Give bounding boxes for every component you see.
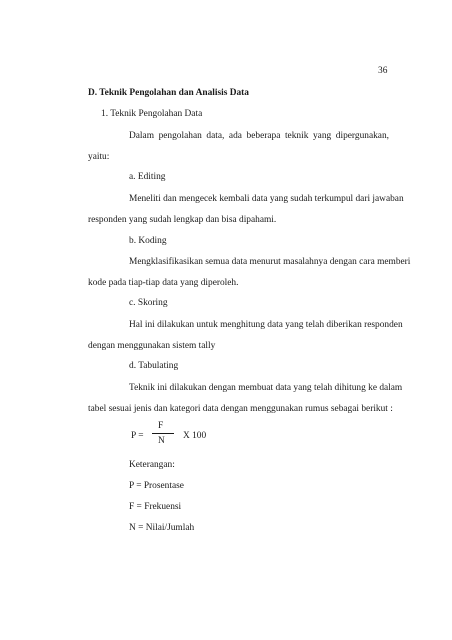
item-label-skoring: c. Skoring [129, 298, 168, 308]
item-label-editing: a. Editing [129, 172, 166, 182]
section-heading: D. Teknik Pengolahan dan Analisis Data [88, 88, 249, 98]
item-text-tabulating-2: tabel sesuai jenis dan kategori data dengan menggunakan rumus sebagai berikut : [88, 404, 393, 414]
intro-line-2: yaitu: [88, 152, 110, 162]
legend-line-p: P = Prosentase [129, 481, 184, 491]
formula-rhs: X 100 [183, 431, 207, 441]
item-label-tabulating: d. Tabulating [129, 361, 179, 371]
item-label-koding: b. Koding [129, 236, 167, 246]
item-text-editing-2: responden yang sudah lengkap dan bisa dipahami. [88, 215, 277, 225]
item-text-koding-2: kode pada tiap-tiap data yang diperoleh. [88, 278, 239, 288]
legend-line-f: F = Frekuensi [129, 502, 182, 512]
legend-line-n: N = Nilai/Jumlah [129, 523, 195, 533]
item-text-skoring-1: Hal ini dilakukan untuk menghitung data yang telah diberikan responden [129, 320, 403, 330]
legend-title: Keterangan: [129, 460, 175, 470]
item-text-koding-1: Mengklasifikasikan semua data menurut masalahnya dengan cara memberi [129, 257, 411, 267]
subsection-heading: 1. Teknik Pengolahan Data [101, 109, 203, 119]
item-text-editing-1: Meneliti dan mengecek kembali data yang sudah terkumpul dari jawaban [129, 194, 404, 204]
fraction-bar [152, 433, 174, 434]
formula-numerator: F [158, 421, 164, 431]
intro-line-1: Dalam pengolahan data, ada beberapa teknik yang dipergunakan, [129, 131, 389, 141]
item-text-skoring-2: dengan menggunakan sistem tally [88, 341, 216, 351]
formula-denominator: N [158, 436, 165, 446]
item-text-tabulating-1: Teknik ini dilakukan dengan membuat data yang telah dihitung ke dalam [129, 383, 403, 393]
formula-lhs: P = [131, 431, 144, 441]
page-number: 36 [378, 66, 388, 76]
